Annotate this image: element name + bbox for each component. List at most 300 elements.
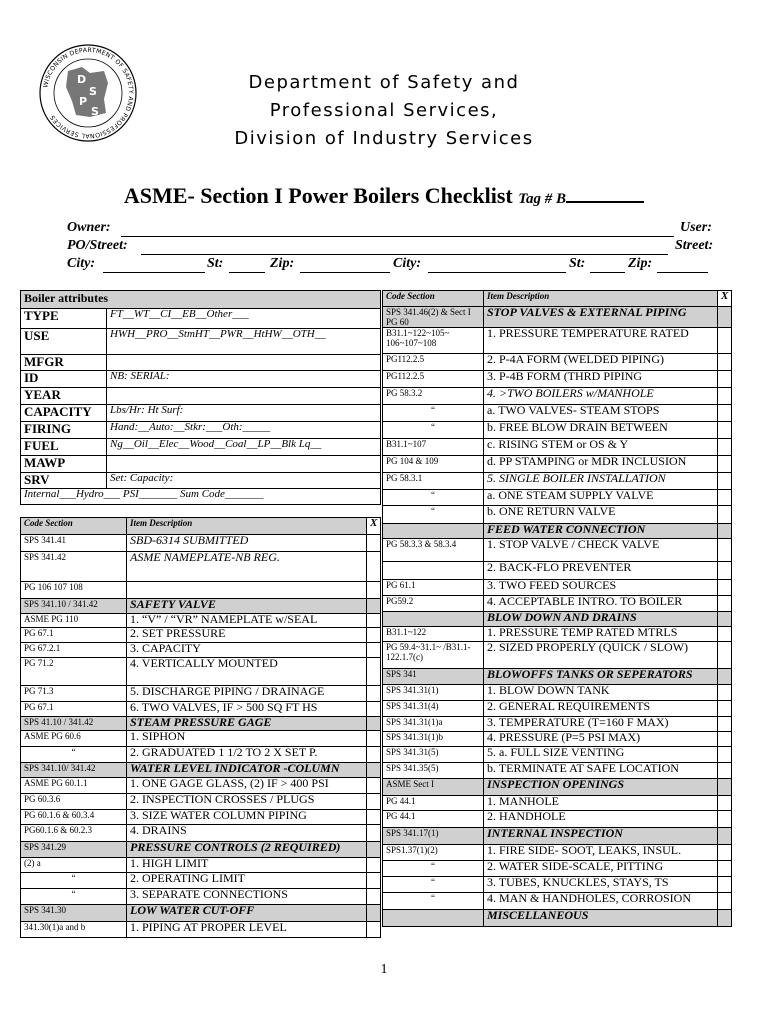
attribute-row <box>21 329 381 355</box>
code-section-cell: PG 104 & 109 <box>383 456 484 473</box>
item-description-cell: FEED WATER CONNECTION <box>484 524 718 539</box>
checklist-row <box>383 596 732 612</box>
item-description-cell: 1. PRESSURE TEMPERATURE RATED <box>484 328 718 354</box>
check-box-cell[interactable] <box>718 439 732 456</box>
check-box-cell[interactable] <box>718 877 732 893</box>
checklist-row <box>21 643 381 658</box>
code-section-cell: PG112.2.5 <box>383 354 484 371</box>
code-section-cell: B31.1~107 <box>383 439 484 456</box>
item-description-cell: STEAM PRESSURE GAGE <box>127 717 367 731</box>
check-box-cell[interactable] <box>718 779 732 796</box>
item-description-cell: 3. TUBES, KNUCKLES, STAYS, TS <box>484 877 718 893</box>
checklist-row <box>21 686 381 702</box>
item-description-cell: 2. GENERAL REQUIREMENTS <box>484 701 718 717</box>
check-box-cell[interactable] <box>718 910 732 927</box>
code-section-cell: SPS 341.31(4) <box>383 701 484 717</box>
code-section-cell: ASME Sect I <box>383 779 484 796</box>
code-section-cell <box>383 562 484 580</box>
checklist-row <box>383 405 732 422</box>
item-description-cell: 1. STOP VALVE / CHECK VALVE <box>484 539 718 562</box>
item-description-cell: PRESSURE CONTROLS (2 REQUIRED) <box>127 842 367 858</box>
item-description-cell: LOW WATER CUT-OFF <box>127 905 367 922</box>
code-section-cell: “ <box>383 506 484 524</box>
check-box-cell[interactable] <box>718 627 732 642</box>
city-label-2: City: <box>393 256 421 271</box>
section-header-row <box>383 307 732 328</box>
code-section-cell: SPS 341.30 <box>21 905 127 922</box>
checklist-row <box>21 731 381 747</box>
item-description-cell: 2. P-4A FORM (WELDED PIPING) <box>484 354 718 371</box>
checklist-row <box>383 627 732 642</box>
section-header-row <box>21 763 381 778</box>
street-label: Street: <box>675 238 714 253</box>
code-section-cell: ASME PG 60.6 <box>21 731 127 747</box>
check-box-cell[interactable] <box>367 535 381 552</box>
code-section-cell: SPS 341.17(1) <box>383 828 484 845</box>
check-box-cell[interactable] <box>367 702 381 717</box>
check-box-cell[interactable] <box>718 796 732 811</box>
check-box-cell[interactable] <box>367 810 381 825</box>
check-box-cell[interactable] <box>718 747 732 763</box>
checklist-row <box>383 811 732 828</box>
attribute-row <box>21 388 381 405</box>
checklist-row <box>383 701 732 717</box>
check-box-cell[interactable] <box>718 307 732 328</box>
attribute-value-field[interactable] <box>107 355 381 371</box>
item-description-cell: 3. TWO FEED SOURCES <box>484 580 718 596</box>
section-header-row <box>383 669 732 685</box>
item-description-cell: 1. FIRE SIDE- SOOT, LEAKS, INSUL. <box>484 845 718 861</box>
code-section-cell: PG 61.1 <box>383 580 484 596</box>
item-description-cell: d. PP STAMPING or MDR INCLUSION <box>484 456 718 473</box>
item-description-cell: 2. WATER SIDE-SCALE, PITTING <box>484 861 718 877</box>
check-box-cell[interactable] <box>718 685 732 701</box>
st-label-1: St: <box>207 256 224 271</box>
check-box-cell[interactable] <box>718 669 732 685</box>
check-box-cell[interactable] <box>367 614 381 628</box>
st-label-2: St: <box>569 256 586 271</box>
item-description-cell: 2. SET PRESSURE <box>127 628 367 643</box>
checklist-row <box>21 614 381 628</box>
checklist-row <box>383 539 732 562</box>
item-description-cell: 1. PIPING AT PROPER LEVEL <box>127 922 367 938</box>
code-section-cell: B31.1~122 <box>383 627 484 642</box>
checklist-row <box>21 922 381 938</box>
owner-label: Owner: <box>67 220 111 235</box>
check-box-cell[interactable] <box>367 873 381 889</box>
checklist-row <box>383 439 732 456</box>
checklist-row <box>383 371 732 388</box>
code-section-cell: SPS 341.46(2) & Sect I PG 60 <box>383 307 484 328</box>
code-section-cell: “ <box>383 490 484 506</box>
section-header-row <box>383 779 732 796</box>
code-section-cell: PG 58.3.2 <box>383 388 484 405</box>
right-x-header: X <box>718 291 732 307</box>
code-section-cell: SPS 341.31(1)b <box>383 732 484 747</box>
checklist-row <box>383 506 732 524</box>
item-description-cell: BLOWOFFS TANKS OR SEPERATORS <box>484 669 718 685</box>
st-field-2[interactable] <box>590 272 625 273</box>
checklist-row <box>21 858 381 873</box>
tag-field[interactable] <box>566 187 644 203</box>
item-description-cell: 1. HIGH LIMIT <box>127 858 367 873</box>
department-line1: Department of Safety and <box>248 72 520 93</box>
section-header-row <box>21 717 381 731</box>
code-section-cell: PG 59.4~31.1~ /B31.1-122.1.7(c) <box>383 642 484 669</box>
code-section-cell <box>383 612 484 627</box>
item-description-cell: 1. PRESSURE TEMP RATED MTRLS <box>484 627 718 642</box>
boiler-attributes-table <box>20 290 381 505</box>
check-box-cell[interactable] <box>367 825 381 842</box>
check-box-cell[interactable] <box>718 328 732 354</box>
check-box-cell[interactable] <box>718 701 732 717</box>
check-box-cell[interactable] <box>367 731 381 747</box>
check-box-cell[interactable] <box>718 580 732 596</box>
checklist-row <box>383 580 732 596</box>
checklist-row <box>21 535 381 552</box>
attribute-label: SRV <box>21 473 107 489</box>
item-description-cell: 1. ONE GAGE GLASS, (2) IF > 400 PSI <box>127 778 367 794</box>
item-description-cell: INTERNAL INSPECTION <box>484 828 718 845</box>
checklist-row <box>383 422 732 439</box>
check-box-cell[interactable] <box>367 842 381 858</box>
check-box-cell[interactable] <box>367 582 381 599</box>
check-box-cell[interactable] <box>367 922 381 938</box>
attribute-label: FIRING <box>21 422 107 439</box>
item-description-cell: 1. MANHOLE <box>484 796 718 811</box>
attribute-row <box>21 309 381 329</box>
code-section-cell: PG 71.2 <box>21 658 127 686</box>
code-section-cell: “ <box>383 893 484 910</box>
code-section-cell: PG 44.1 <box>383 811 484 828</box>
code-section-cell: PG 106 107 108 <box>21 582 127 599</box>
department-line3: Division of Industry Services <box>234 128 534 149</box>
code-section-cell: PG 44.1 <box>383 796 484 811</box>
code-section-cell: SPS 341.31(1)a <box>383 717 484 732</box>
code-section-cell: SPS 341.10 / 341.42 <box>21 599 127 614</box>
attribute-row <box>21 456 381 473</box>
code-section-cell: SPS 341.10/ 341.42 <box>21 763 127 778</box>
left-code-section-header: Code Section <box>21 518 127 535</box>
attribute-label: CAPACITY <box>21 405 107 422</box>
check-box-cell[interactable] <box>718 524 732 539</box>
city-field-2[interactable] <box>428 272 566 273</box>
code-section-cell: (2) a <box>21 858 127 873</box>
code-section-cell: “ <box>383 861 484 877</box>
checklist-row <box>383 354 732 371</box>
item-description-cell: INSPECTION OPENINGS <box>484 779 718 796</box>
attributes-header: Boiler attributes <box>21 291 381 309</box>
check-box-cell[interactable] <box>367 599 381 614</box>
checklist-row <box>21 582 381 599</box>
check-box-cell[interactable] <box>718 506 732 524</box>
check-box-cell[interactable] <box>718 763 732 779</box>
attribute-row <box>21 355 381 371</box>
code-section-cell: SPS 41.10 / 341.42 <box>21 717 127 731</box>
item-description-cell: MISCELLANEOUS <box>484 910 718 927</box>
attribute-value-field[interactable] <box>107 388 381 405</box>
check-box-cell[interactable] <box>718 596 732 612</box>
item-description-cell: 4. ACCEPTABLE INTRO. TO BOILER <box>484 596 718 612</box>
code-section-cell: “ <box>21 889 127 905</box>
checklist-row <box>21 825 381 842</box>
checklist-row <box>383 747 732 763</box>
code-section-cell: ASME PG 60.1.1 <box>21 778 127 794</box>
item-description-cell: 2. OPERATING LIMIT <box>127 873 367 889</box>
item-description-cell: 2. GRADUATED 1 1/2 TO 2 X SET P. <box>127 747 367 763</box>
check-box-cell[interactable] <box>718 562 732 580</box>
code-section-cell: “ <box>383 877 484 893</box>
code-section-cell: PG 67.1 <box>21 628 127 643</box>
attribute-value-field[interactable]: Hand:__Auto:__Stkr:___Oth:_____ <box>107 422 381 439</box>
check-box-cell[interactable] <box>718 828 732 845</box>
section-header-row <box>383 524 732 539</box>
check-box-cell[interactable] <box>367 717 381 731</box>
checklist-row <box>383 490 732 506</box>
checklist-row <box>21 794 381 810</box>
check-box-cell[interactable] <box>718 642 732 669</box>
attribute-value-field[interactable]: HWH__PRO__StmHT__PWR__HtHW__OTH__ <box>107 329 381 355</box>
check-box-cell[interactable] <box>367 686 381 702</box>
owner-field[interactable] <box>121 236 674 237</box>
attribute-value-field[interactable] <box>107 456 381 473</box>
checklist-row <box>21 658 381 686</box>
code-section-cell: SPS 341.31(1) <box>383 685 484 701</box>
check-box-cell[interactable] <box>367 628 381 643</box>
svg-text:WISCONSIN DEPARTMENT OF SAFETY: WISCONSIN DEPARTMENT OF SAFETY AND PROFESSIONAL SERVICES <box>42 46 135 140</box>
code-section-cell: PG60.1.6 & 60.2.3 <box>21 825 127 842</box>
checklist-row <box>383 861 732 877</box>
code-section-cell: “ <box>21 873 127 889</box>
code-section-cell: “ <box>21 747 127 763</box>
check-box-cell[interactable] <box>718 717 732 732</box>
item-description-cell: SAFETY VALVE <box>127 599 367 614</box>
item-description-cell: STOP VALVES & EXTERNAL PIPING <box>484 307 718 328</box>
item-description-cell: 4. DRAINS <box>127 825 367 842</box>
check-box-cell[interactable] <box>367 658 381 686</box>
check-box-cell[interactable] <box>718 473 732 490</box>
item-description-cell: 6. TWO VALVES, IF > 500 SQ FT HS <box>127 702 367 717</box>
check-box-cell[interactable] <box>367 889 381 905</box>
inspection-summary-field[interactable]: Internal___Hydro___ PSI_______ Sum Code_______ <box>21 489 381 505</box>
right-checklist-table <box>382 290 732 927</box>
code-section-cell: SPS 341 <box>383 669 484 685</box>
checklist-row <box>21 552 381 582</box>
svg-text:S: S <box>91 105 99 118</box>
attribute-value-field[interactable]: NB: SERIAL: <box>107 371 381 388</box>
code-section-cell: “ <box>383 422 484 439</box>
checklist-row <box>383 732 732 747</box>
check-box-cell[interactable] <box>367 747 381 763</box>
item-description-cell: 4. VERTICALLY MOUNTED <box>127 658 367 686</box>
item-description-cell: 1. SIPHON <box>127 731 367 747</box>
attribute-row <box>21 439 381 456</box>
code-section-cell: B31.1~122~105~ 106~107~108 <box>383 328 484 354</box>
attribute-value-field[interactable]: Ng__Oil__Elec__Wood__Coal__LP__Blk Lq__ <box>107 439 381 456</box>
code-section-cell: SPS 341.41 <box>21 535 127 552</box>
code-section-cell: SPS1.37(1)(2) <box>383 845 484 861</box>
code-section-cell: PG 71.3 <box>21 686 127 702</box>
city-label-1: City: <box>67 256 95 271</box>
attribute-label: TYPE <box>21 309 107 329</box>
check-box-cell[interactable] <box>718 612 732 627</box>
svg-text:D: D <box>77 73 87 86</box>
item-description-cell: 2. HANDHOLE <box>484 811 718 828</box>
item-description-cell: 3. TEMPERATURE (T=160 F MAX) <box>484 717 718 732</box>
check-box-cell[interactable] <box>718 732 732 747</box>
item-description-cell: 1. BLOW DOWN TANK <box>484 685 718 701</box>
svg-text:P: P <box>79 95 88 108</box>
item-description-cell: b. ONE RETURN VALVE <box>484 506 718 524</box>
city-field-1[interactable] <box>103 272 205 273</box>
check-box-cell[interactable] <box>718 861 732 877</box>
department-line2: Professional Services, <box>269 100 499 121</box>
code-section-cell: PG 58.3.3 & 58.3.4 <box>383 539 484 562</box>
attribute-label: MFGR <box>21 355 107 371</box>
item-description-cell: ASME NAMEPLATE-NB REG. <box>127 552 367 582</box>
item-description-cell: 4. PRESSURE (P=5 PSI MAX) <box>484 732 718 747</box>
attribute-label: FUEL <box>21 439 107 456</box>
svg-text:S: S <box>89 85 97 98</box>
item-description-cell: 5. a. FULL SIZE VENTING <box>484 747 718 763</box>
code-section-cell <box>383 910 484 927</box>
code-section-cell: “ <box>383 405 484 422</box>
section-header-row <box>21 842 381 858</box>
st-field-1[interactable] <box>229 272 265 273</box>
right-code-section-header: Code Section <box>383 291 484 307</box>
po-street-label: PO/Street: <box>67 238 128 253</box>
item-description-cell: 3. P-4B FORM (THRD PIPING <box>484 371 718 388</box>
checklist-row <box>21 702 381 717</box>
item-description-cell: b. FREE BLOW DRAIN BETWEEN <box>484 422 718 439</box>
check-box-cell[interactable] <box>367 778 381 794</box>
attribute-row <box>21 405 381 422</box>
attribute-label: YEAR <box>21 388 107 405</box>
code-section-cell: PG59.2 <box>383 596 484 612</box>
item-description-cell: 5. DISCHARGE PIPING / DRAINAGE <box>127 686 367 702</box>
check-box-cell[interactable] <box>718 539 732 562</box>
code-section-cell: PG112.2.5 <box>383 371 484 388</box>
check-box-cell[interactable] <box>367 905 381 922</box>
attribute-value-field[interactable]: Set: Capacity: <box>107 473 381 489</box>
item-description-cell: 2. BACK-FLO PREVENTER <box>484 562 718 580</box>
section-header-row <box>383 612 732 627</box>
page-number: 1 <box>380 962 388 977</box>
checklist-row <box>21 747 381 763</box>
code-section-cell: SPS 341.29 <box>21 842 127 858</box>
code-section-cell: PG 67.2.1 <box>21 643 127 658</box>
check-box-cell[interactable] <box>367 858 381 873</box>
checklist-row <box>383 642 732 669</box>
section-header-row <box>21 599 381 614</box>
check-box-cell[interactable] <box>718 811 732 828</box>
user-label: User: <box>680 220 712 235</box>
checklist-row <box>21 778 381 794</box>
checklist-row <box>21 810 381 825</box>
checklist-row <box>383 796 732 811</box>
check-box-cell[interactable] <box>718 371 732 388</box>
attribute-value-field[interactable]: FT__WT__CI__EB__Other___ <box>107 309 381 329</box>
checklist-row <box>383 328 732 354</box>
check-box-cell[interactable] <box>718 422 732 439</box>
item-description-cell: a. ONE STEAM SUPPLY VALVE <box>484 490 718 506</box>
item-description-cell: 3. SIZE WATER COLUMN PIPING <box>127 810 367 825</box>
check-box-cell[interactable] <box>367 763 381 778</box>
code-section-cell: SPS 341.35(5) <box>383 763 484 779</box>
zip-label-1: Zip: <box>270 256 295 271</box>
checklist-title: ASME- Section I Power Boilers Checklist <box>123 183 513 208</box>
check-box-cell[interactable] <box>718 354 732 371</box>
attribute-row <box>21 371 381 388</box>
attribute-label: ID <box>21 371 107 388</box>
left-x-header: X <box>367 518 381 535</box>
item-description-cell: 4. MAN & HANDHOLES, CORROSION <box>484 893 718 910</box>
code-section-cell: PG 60.3.6 <box>21 794 127 810</box>
section-header-row <box>383 828 732 845</box>
attribute-value-field[interactable]: Lbs/Hr: Ht Surf: <box>107 405 381 422</box>
item-description-cell: 5. SINGLE BOILER INSTALLATION <box>484 473 718 490</box>
checklist-row <box>383 562 732 580</box>
checklist-row <box>383 763 732 779</box>
item-description-cell: 4. >TWO BOILERS w/MANHOLE <box>484 388 718 405</box>
item-description-cell: 3. CAPACITY <box>127 643 367 658</box>
attribute-label: MAWP <box>21 456 107 473</box>
item-description-cell: 1. “V” / “VR” NAMEPLATE w/SEAL <box>127 614 367 628</box>
item-description-cell <box>127 582 367 599</box>
item-description-cell: 2. INSPECTION CROSSES / PLUGS <box>127 794 367 810</box>
code-section-cell: SPS 341.42 <box>21 552 127 582</box>
po-street-field[interactable] <box>141 254 668 255</box>
section-header-row <box>21 905 381 922</box>
checklist-row <box>383 685 732 701</box>
checklist-row <box>21 873 381 889</box>
check-box-cell[interactable] <box>718 388 732 405</box>
item-description-cell: BLOW DOWN AND DRAINS <box>484 612 718 627</box>
item-description-cell: c. RISING STEM or OS & Y <box>484 439 718 456</box>
checklist-row <box>21 889 381 905</box>
checklist-row <box>383 456 732 473</box>
checklist-row <box>383 877 732 893</box>
left-item-description-header: Item Description <box>127 518 367 535</box>
check-box-cell[interactable] <box>718 845 732 861</box>
code-section-cell: PG 60.1.6 & 60.3.4 <box>21 810 127 825</box>
item-description-cell: WATER LEVEL INDICATOR -COLUMN <box>127 763 367 778</box>
attribute-row <box>21 422 381 439</box>
check-box-cell[interactable] <box>367 552 381 582</box>
zip-field-1[interactable] <box>300 272 390 273</box>
code-section-cell: ASME PG 110 <box>21 614 127 628</box>
code-section-cell: SPS 341.31(5) <box>383 747 484 763</box>
checklist-row <box>383 473 732 490</box>
tag-label: Tag # B <box>518 191 567 207</box>
zip-label-2: Zip: <box>628 256 653 271</box>
check-box-cell[interactable] <box>718 490 732 506</box>
checklist-row <box>21 628 381 643</box>
code-section-cell: PG 58.3.1 <box>383 473 484 490</box>
check-box-cell[interactable] <box>718 893 732 910</box>
check-box-cell[interactable] <box>367 643 381 658</box>
item-description-cell: a. TWO VALVES- STEAM STOPS <box>484 405 718 422</box>
code-section-cell <box>383 524 484 539</box>
item-description-cell: b. TERMINATE AT SAFE LOCATION <box>484 763 718 779</box>
code-section-cell: 341.30(1)a and b <box>21 922 127 938</box>
item-description-cell: SBD-6314 SUBMITTED <box>127 535 367 552</box>
check-box-cell[interactable] <box>367 794 381 810</box>
check-box-cell[interactable] <box>718 405 732 422</box>
check-box-cell[interactable] <box>718 456 732 473</box>
zip-field-2[interactable] <box>657 272 708 273</box>
checklist-row <box>383 717 732 732</box>
